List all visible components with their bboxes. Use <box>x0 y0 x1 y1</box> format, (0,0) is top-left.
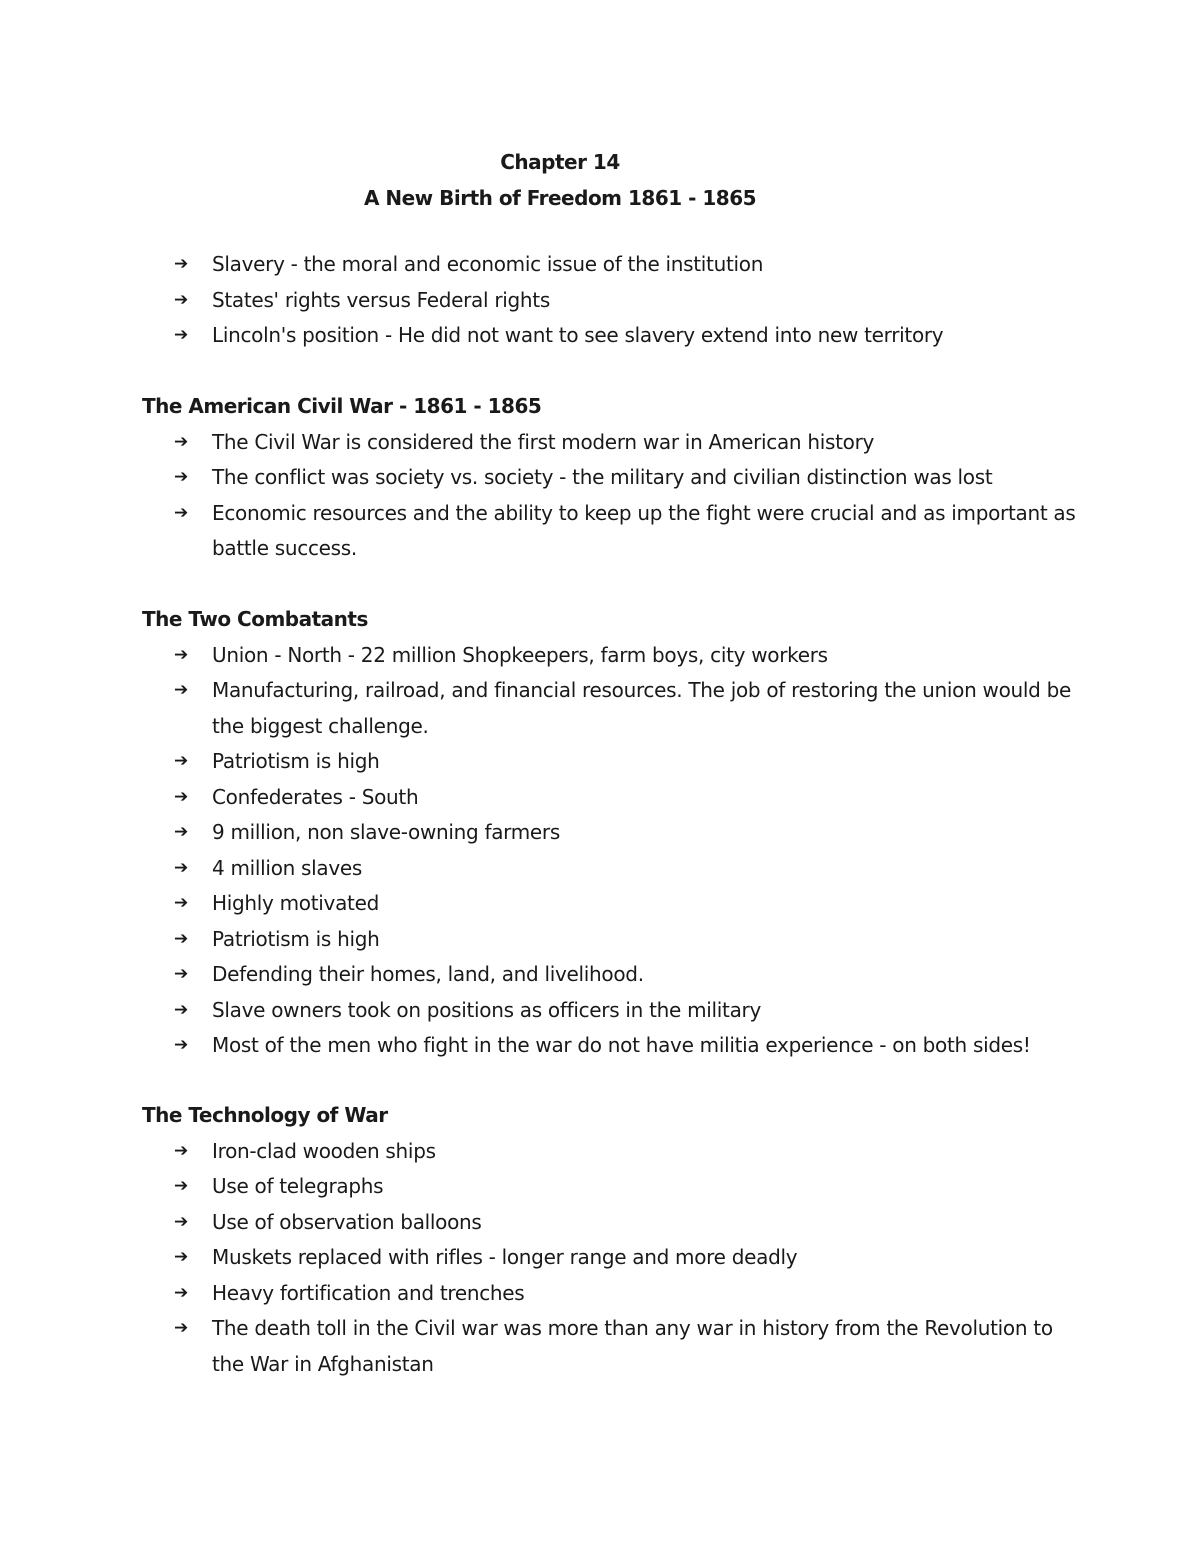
list-item <box>142 1169 1082 1205</box>
list-item <box>142 1276 1082 1312</box>
right-arrow-icon: ➔ <box>174 786 188 807</box>
list-item-text: The death toll in the Civil war was more than any war in history from the Revolution to the War in Afghanistan <box>212 1316 1053 1376</box>
right-arrow-icon: ➔ <box>174 467 188 487</box>
section-two-combatants <box>142 602 1082 1064</box>
right-arrow-icon: ➔ <box>174 325 188 345</box>
chapter-subtitle: A New Birth of Freedom 1861 - 1865 <box>363 186 757 210</box>
list-item <box>142 780 1082 816</box>
list-item <box>142 1311 1082 1382</box>
section-list <box>142 638 1082 1064</box>
list-item <box>142 460 1082 496</box>
list-item-text: Most of the men who fight in the war do not have militia experience - on both sides! <box>212 1033 1031 1057</box>
right-arrow-icon: ➔ <box>174 680 188 700</box>
list-item <box>142 851 1082 887</box>
right-arrow-icon: ➔ <box>174 1211 188 1232</box>
intro-list-block <box>142 247 1082 354</box>
right-arrow-icon: ➔ <box>174 289 188 310</box>
list-item-text: Highly motivated <box>212 891 379 915</box>
right-arrow-icon: ➔ <box>174 857 188 878</box>
list-item <box>142 886 1082 922</box>
right-arrow-icon: ➔ <box>174 964 188 984</box>
list-item-text: Lincoln's position - He did not want to see slavery extend into new territory <box>212 323 944 347</box>
list-item-text: The Civil War is considered the first modern war in American history <box>212 429 875 454</box>
right-arrow-icon: ➔ <box>174 999 188 1020</box>
list-item-text: Slave owners took on positions as officers in the military <box>212 997 761 1022</box>
list-item <box>142 815 1082 851</box>
list-item-text: Slavery - the moral and economic issue of the institution <box>212 252 764 276</box>
list-item-text: Use of observation balloons <box>212 1209 482 1234</box>
list-item <box>142 496 1082 567</box>
list-item-text: Patriotism is high <box>212 926 380 951</box>
section-heading: The American Civil War - 1861 - 1865 <box>142 394 542 418</box>
list-item-text: Union - North - 22 million Shopkeepers, farm boys, city workers <box>212 642 828 667</box>
right-arrow-icon: ➔ <box>174 893 188 913</box>
list-item <box>142 247 1082 283</box>
right-arrow-icon: ➔ <box>174 431 188 452</box>
chapter-title: Chapter 14 <box>500 150 620 174</box>
right-arrow-icon: ➔ <box>174 822 188 842</box>
list-item <box>142 957 1082 993</box>
list-item <box>142 1205 1082 1241</box>
list-item <box>142 922 1082 958</box>
list-item-text: Patriotism is high <box>212 749 380 773</box>
list-item-text: The conflict was society vs. society - the military and civilian distinction was lost <box>212 465 993 489</box>
right-arrow-icon: ➔ <box>174 1247 188 1267</box>
list-item <box>142 744 1082 780</box>
list-item <box>142 1240 1082 1276</box>
section-heading: The Technology of War <box>142 1103 388 1127</box>
list-item-text: Iron-clad wooden ships <box>212 1138 436 1163</box>
right-arrow-icon: ➔ <box>174 254 188 274</box>
intro-list <box>142 247 1082 354</box>
list-item <box>142 673 1082 744</box>
list-item <box>142 318 1082 354</box>
section-technology-of-war <box>142 1098 1082 1382</box>
right-arrow-icon: ➔ <box>174 1140 188 1161</box>
list-item-text: 9 million, non slave-owning farmers <box>212 820 560 844</box>
list-item-text: Defending their homes, land, and livelihood. <box>212 962 644 986</box>
title-block <box>0 144 1120 216</box>
list-item-text: 4 million slaves <box>212 855 363 880</box>
right-arrow-icon: ➔ <box>174 1176 188 1196</box>
right-arrow-icon: ➔ <box>174 1282 188 1303</box>
right-arrow-icon: ➔ <box>174 1035 188 1055</box>
list-item-text: Confederates - South <box>212 784 419 809</box>
section-heading: The Two Combatants <box>142 607 368 631</box>
list-item-text: Manufacturing, railroad, and financial resources. The job of restoring the union would be the biggest challenge. <box>212 678 1072 738</box>
list-item <box>142 283 1082 319</box>
right-arrow-icon: ➔ <box>174 928 188 949</box>
section-list <box>142 1134 1082 1383</box>
section-list <box>142 425 1082 567</box>
list-item <box>142 1134 1082 1170</box>
right-arrow-icon: ➔ <box>174 644 188 665</box>
list-item <box>142 638 1082 674</box>
section-civil-war <box>142 389 1082 567</box>
list-item-text: Economic resources and the ability to keep up the fight were crucial and as important as battle success. <box>212 500 1076 560</box>
list-item-text: Muskets replaced with rifles - longer range and more deadly <box>212 1245 798 1269</box>
right-arrow-icon: ➔ <box>174 751 188 771</box>
list-item <box>142 993 1082 1029</box>
right-arrow-icon: ➔ <box>174 1318 188 1338</box>
list-item <box>142 425 1082 461</box>
right-arrow-icon: ➔ <box>174 502 188 523</box>
list-item-text: Use of telegraphs <box>212 1174 384 1198</box>
list-item-text: Heavy fortification and trenches <box>212 1280 525 1305</box>
list-item <box>142 1028 1082 1064</box>
list-item-text: States' rights versus Federal rights <box>212 287 550 312</box>
